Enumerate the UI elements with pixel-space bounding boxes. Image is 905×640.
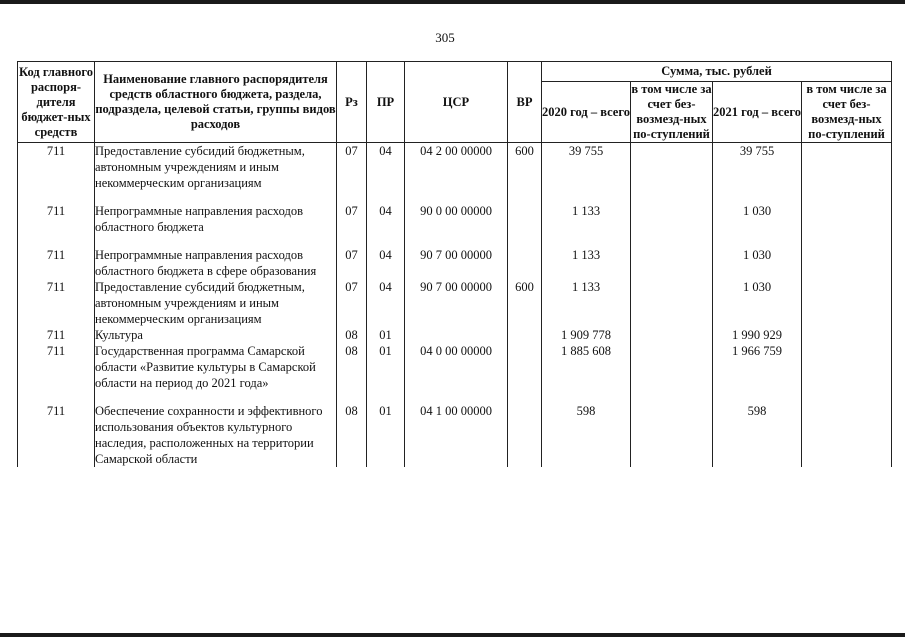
cell-2020-total: 1 885 608 bbox=[542, 343, 631, 391]
cell-2020-total: 39 755 bbox=[542, 143, 631, 192]
scan-bottom-border bbox=[0, 633, 905, 637]
cell-name: Государственная программа Самарской области «Развитие культуры в Самарской области на период до 2021 года» bbox=[95, 343, 337, 391]
cell-csr: 04 0 00 00000 bbox=[405, 343, 508, 391]
table-row bbox=[18, 327, 892, 343]
cell-vr bbox=[508, 203, 542, 235]
cell-2021-total: 1 990 929 bbox=[713, 327, 802, 343]
table-body bbox=[18, 143, 892, 468]
cell-name: Обеспечение сохранности и эффективного использования объектов культурного наследия, расположенных на территории Самарской области bbox=[95, 403, 337, 467]
cell-2021-total: 1 030 bbox=[713, 247, 802, 279]
cell-2021-free bbox=[802, 343, 892, 391]
cell-2021-free bbox=[802, 327, 892, 343]
cell-2021-free bbox=[802, 143, 892, 192]
header-2020-total: 2020 год – всего bbox=[542, 82, 631, 143]
cell-2021-free bbox=[802, 247, 892, 279]
cell-2020-total: 598 bbox=[542, 403, 631, 467]
page-number: 305 bbox=[435, 30, 455, 45]
cell-csr: 04 1 00 00000 bbox=[405, 403, 508, 467]
cell-pr: 01 bbox=[367, 403, 405, 467]
cell-name: Культура bbox=[95, 327, 337, 343]
cell-2021-free bbox=[802, 403, 892, 467]
cell-rz: 08 bbox=[337, 327, 367, 343]
cell-name: Непрограммные направления расходов областного бюджета bbox=[95, 203, 337, 235]
cell-2021-total: 1 030 bbox=[713, 203, 802, 235]
cell-2020-total: 1 909 778 bbox=[542, 327, 631, 343]
header-csr: ЦСР bbox=[405, 62, 508, 143]
table-row bbox=[18, 247, 892, 279]
cell-2020-total: 1 133 bbox=[542, 203, 631, 235]
cell-2020-free bbox=[631, 403, 713, 467]
table-row bbox=[18, 279, 892, 327]
cell-pr: 04 bbox=[367, 279, 405, 327]
cell-2021-free bbox=[802, 279, 892, 327]
cell-2020-total: 1 133 bbox=[542, 279, 631, 327]
cell-2021-total: 598 bbox=[713, 403, 802, 467]
cell-rz: 08 bbox=[337, 403, 367, 467]
cell-2020-free bbox=[631, 343, 713, 391]
header-sum: Сумма, тыс. рублей bbox=[542, 62, 892, 82]
header-2021-total: 2021 год – всего bbox=[713, 82, 802, 143]
cell-2021-total: 1 030 bbox=[713, 279, 802, 327]
cell-rz: 07 bbox=[337, 203, 367, 235]
header-2020-free: в том числе за счет без-возмезд-ных по-ступлений bbox=[631, 82, 712, 141]
cell-vr: 600 bbox=[508, 143, 542, 192]
cell-code: 711 bbox=[18, 203, 95, 235]
cell-vr: 600 bbox=[508, 279, 542, 327]
cell-csr: 90 0 00 00000 bbox=[405, 203, 508, 235]
table-row bbox=[18, 343, 892, 391]
cell-csr: 90 7 00 00000 bbox=[405, 247, 508, 279]
cell-csr bbox=[405, 327, 508, 343]
cell-vr bbox=[508, 403, 542, 467]
cell-vr bbox=[508, 327, 542, 343]
table-header bbox=[18, 62, 892, 143]
cell-vr bbox=[508, 247, 542, 279]
header-2021-free: в том числе за счет без-возмезд-ных по-ступлений bbox=[802, 82, 892, 143]
cell-2020-free bbox=[631, 203, 713, 235]
cell-csr: 90 7 00 00000 bbox=[405, 279, 508, 327]
cell-name: Предоставление субсидий бюджетным, автономным учреждениям и иным некоммерческим организациям bbox=[95, 279, 337, 327]
cell-rz: 07 bbox=[337, 247, 367, 279]
cell-2020-free bbox=[631, 143, 713, 192]
cell-rz: 07 bbox=[337, 279, 367, 327]
header-rz: Рз bbox=[337, 62, 367, 143]
cell-code: 711 bbox=[18, 247, 95, 279]
header-vr: ВР bbox=[508, 62, 542, 143]
cell-name: Предоставление субсидий бюджетным, автономным учреждениям и иным некоммерческим организациям bbox=[95, 143, 337, 192]
cell-pr: 04 bbox=[367, 203, 405, 235]
cell-2020-free bbox=[631, 279, 713, 327]
row-spacer bbox=[18, 235, 892, 247]
table-row bbox=[18, 403, 892, 467]
header-code: Код главного распоря-дителя бюджет-ных средств bbox=[18, 62, 95, 143]
cell-name: Непрограммные направления расходов областного бюджета в сфере образования bbox=[95, 247, 337, 279]
cell-2021-total: 39 755 bbox=[713, 143, 802, 192]
cell-2020-total: 1 133 bbox=[542, 247, 631, 279]
budget-table bbox=[17, 61, 892, 467]
cell-csr: 04 2 00 00000 bbox=[405, 143, 508, 192]
cell-2020-free bbox=[631, 247, 713, 279]
table-row bbox=[18, 203, 892, 235]
cell-code: 711 bbox=[18, 403, 95, 467]
row-spacer bbox=[18, 391, 892, 403]
row-spacer bbox=[18, 191, 892, 203]
cell-pr: 01 bbox=[367, 343, 405, 391]
header-pr: ПР bbox=[367, 62, 405, 143]
cell-rz: 07 bbox=[337, 143, 367, 192]
cell-code: 711 bbox=[18, 343, 95, 391]
cell-code: 711 bbox=[18, 327, 95, 343]
cell-code: 711 bbox=[18, 279, 95, 327]
cell-pr: 01 bbox=[367, 327, 405, 343]
cell-rz: 08 bbox=[337, 343, 367, 391]
cell-2021-free bbox=[802, 203, 892, 235]
scan-top-border bbox=[0, 0, 905, 4]
cell-code: 711 bbox=[18, 143, 95, 192]
table-row bbox=[18, 143, 892, 192]
cell-2020-free bbox=[631, 327, 713, 343]
cell-pr: 04 bbox=[367, 143, 405, 192]
header-name: Наименование главного распорядителя средств областного бюджета, раздела, подраздела, целевой статьи, группы видов расходов bbox=[95, 62, 337, 143]
cell-vr bbox=[508, 343, 542, 391]
cell-pr: 04 bbox=[367, 247, 405, 279]
cell-2021-total: 1 966 759 bbox=[713, 343, 802, 391]
